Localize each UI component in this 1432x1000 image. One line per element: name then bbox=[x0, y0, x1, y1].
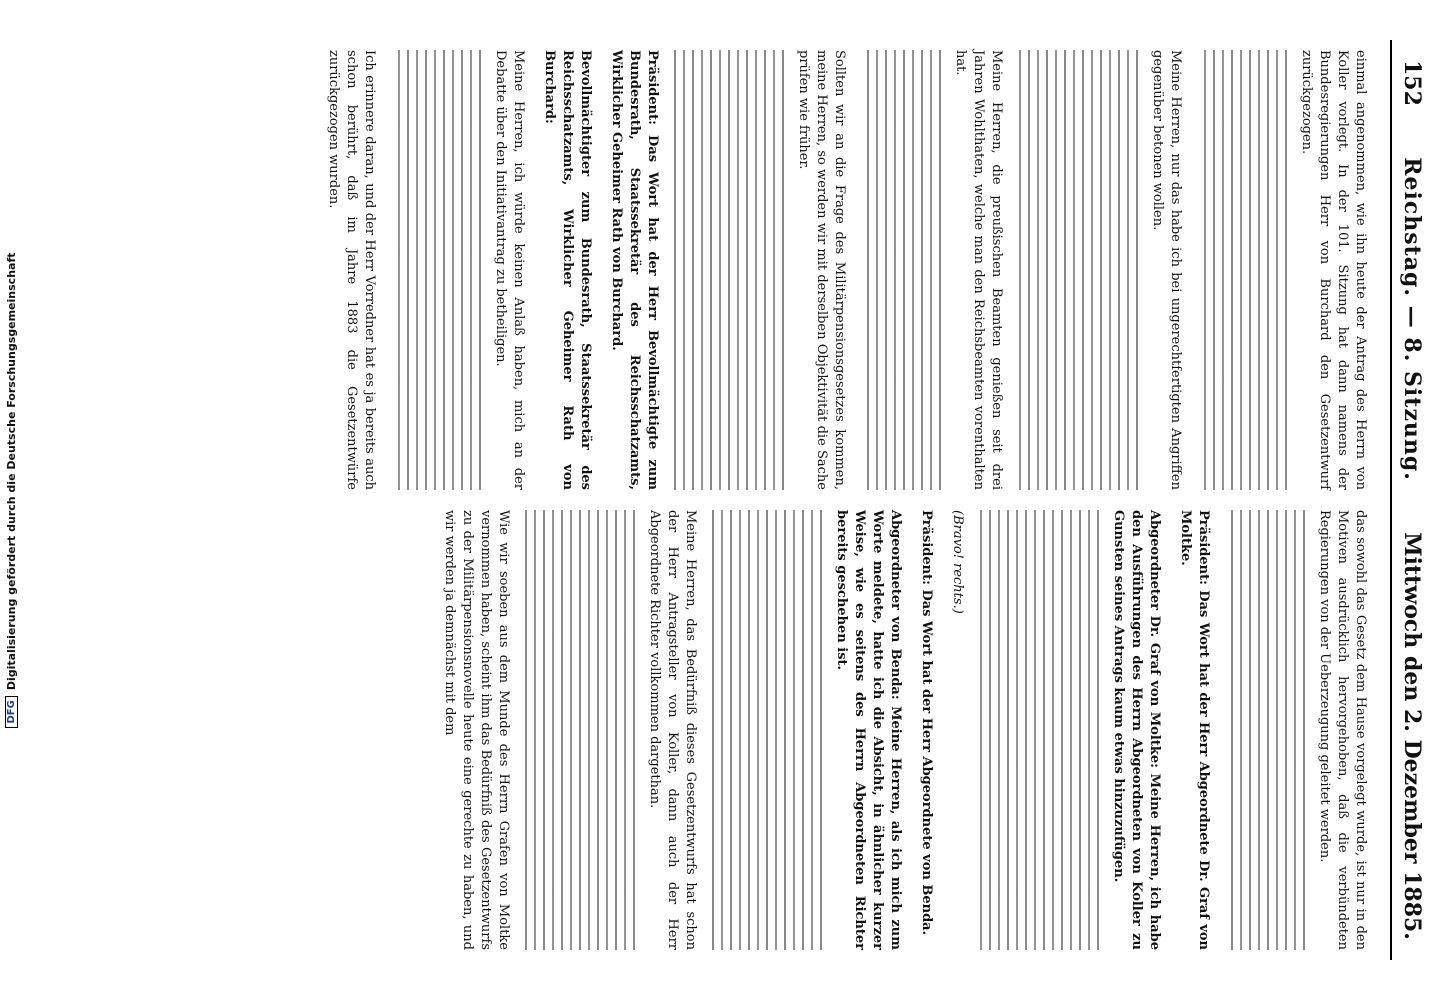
president-speech: Präsident: Das Wort hat der Herr Abgeordnete Dr. Graf von Moltke. bbox=[1178, 510, 1211, 950]
text-block bbox=[712, 510, 822, 950]
applause-note: (Bravo! rechts.) bbox=[950, 510, 965, 614]
text-block bbox=[674, 50, 784, 490]
running-title: Reichstag. — 8. Sitzung. bbox=[1399, 157, 1425, 481]
text-block bbox=[525, 510, 635, 950]
page-number: 152 bbox=[1399, 60, 1425, 106]
left-column bbox=[314, 50, 1382, 490]
speaker-heading: Abgeordneter Dr. Graf von Moltke: Meine Herren, ich habe den Ausführungen des Herrn Abgeordneten von Koller zu Gunsten seines Antrags kaum etwas hinzuzufügen. bbox=[1111, 510, 1162, 950]
text-block bbox=[979, 510, 1099, 950]
page-header bbox=[1390, 40, 1432, 960]
paragraph: Sollten wir an die Frage des Militärpensionsgesetzes kommen, meine Herren, so werden wir mit derselben Objektivität die Sache prüfen wie früher. bbox=[796, 50, 847, 490]
paragraph: Wie wir soeben aus dem Munde des Herrn Grafen von Moltke vernommen haben, scheint ihm das Bedürfniß des Gesetzentwurfs zu der Militärpensionsnovelle heute eine gerechte zu haben, und wir werden ja demnächst mit dem bbox=[442, 510, 511, 950]
paragraph: das sowohl das Gesetz dem Hause vorgelegt wurde, ist nur in den Motiven ausdrücklich hervorgehoben, daß die verbündeten Regierungen von der Ueberzeugung geleitet werden. bbox=[1317, 510, 1368, 950]
funding-note-text: Digitalisierung gefördert durch die Deutsche Forschungsgemeinschaft bbox=[4, 252, 18, 691]
scanned-page bbox=[102, 40, 1432, 960]
speaker-heading: Abgeordneter von Benda: Meine Herren, als ich mich zum Worte meldete, hatte ich die Absicht, in ähnlicher kurzer Weise, wie es seitens des Herrn Abgeordneten Richter bereits geschehen ist. bbox=[834, 510, 903, 950]
speaker-heading: Bevollmächtigter zum Bundesrath, Staatssekretär des Reichsschatzamts, Wirklicher Geheimer Rath von Burchard: bbox=[542, 50, 593, 490]
side-margin bbox=[0, 0, 22, 1000]
paragraph: einmal angenommen, wie ihn heute der Antrag des Herrn von Koller vorlegt. In der 101. Sitzung hat dann namens der Bundesregierungen Herr von Burchard den Gesetzentwurf zurückgezogen. bbox=[1299, 50, 1368, 490]
paragraph: Ich erinnere daran, und der Herr Vorredner hat es ja bereits auch schon berührt, daß im Jahre 1883 die Gesetzentwürfe zurückgezogen wurden. bbox=[326, 50, 377, 490]
funding-note bbox=[2, 0, 20, 980]
text-block bbox=[1225, 510, 1305, 950]
text-block bbox=[391, 50, 481, 490]
text-block bbox=[1197, 50, 1287, 490]
paragraph: Meine Herren, die preußischen Beamten genießen seit drei Jahren Wohlthaten, welche man den Reichsbeamten vorenthalten hat. bbox=[953, 50, 1004, 490]
text-block bbox=[1018, 50, 1138, 490]
paragraph: Meine Herren, nur das habe ich bei ungerechtfertigten Angriffen gegenüber betonen wollen. bbox=[1150, 50, 1183, 490]
president-speech: Präsident: Das Wort hat der Herr Abgeordnete von Benda. bbox=[919, 510, 934, 936]
dfg-logo: DFG bbox=[5, 696, 18, 727]
right-column bbox=[430, 510, 1382, 950]
text-block bbox=[861, 50, 941, 490]
paragraph: Meine Herren, ich würde keinen Anlaß haben, mich an der Debatte über den Initiativantrag zu betheiligen. bbox=[493, 50, 526, 490]
president-speech: Präsident: Das Wort hat der Herr Bevollmächtigte zum Bundesrath, Staatssekretär des Reichsschatzamts, Wirklicher Geheimer Rath von Burchard. bbox=[609, 50, 660, 490]
session-date: Mittwoch den 2. Dezember 1885. bbox=[1399, 532, 1425, 940]
paragraph: Meine Herren, das Bedürfniß dieses Gesetzentwurfs hat schon der Herr Antragsteller von Koller, dann auch der Herr Abgeordnete Richter vollkommen dargethan. bbox=[647, 510, 698, 950]
